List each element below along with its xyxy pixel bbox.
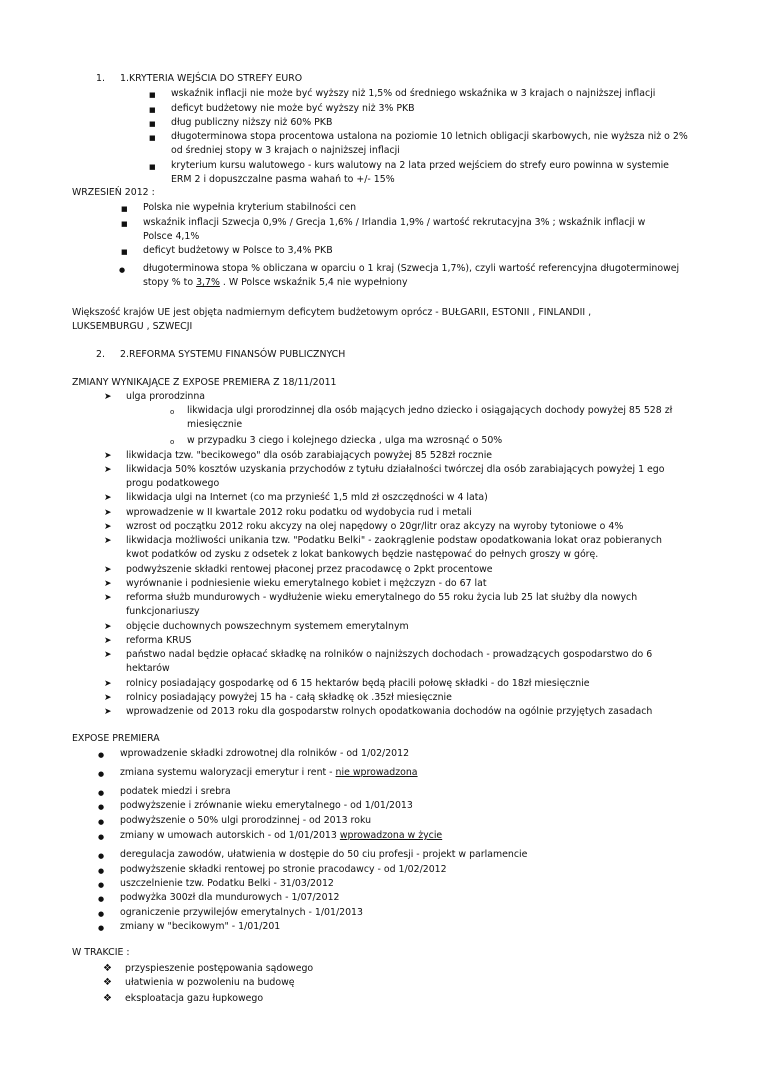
- arrow-bullet-icon: ➤: [104, 707, 112, 717]
- trakcie-line: eksploatacja gazu łupkowego: [125, 993, 264, 1004]
- diamond-bullet-icon: ❖: [103, 993, 112, 1004]
- square-bullet-icon: ■: [149, 163, 156, 171]
- arrow-bullet-icon: ➤: [104, 622, 112, 632]
- wrzesien-line: długoterminowa stopa % obliczana w oparciu o 1 kraj (Szwecja 1,7%), czyli wartość referencyjna długoterminowej: [143, 263, 680, 274]
- dot-bullet-icon: ●: [98, 833, 105, 841]
- expose-line: [120, 766, 418, 780]
- criteria-line: wskaźnik inflacji nie może być wyższy niż 1,5% od średniego wskaźnika w 3 krajach o najniższej inflacji: [171, 88, 656, 99]
- dot-bullet-icon: ●: [98, 789, 105, 797]
- arrow-bullet-icon: ➤: [104, 451, 112, 461]
- wrzesien-line: Polska nie wypełnia kryterium stabilności cen: [143, 202, 357, 213]
- square-bullet-icon: ■: [121, 220, 128, 228]
- zmiany-line: progu podatkowego: [126, 478, 220, 489]
- trakcie-line: przyspieszenie postępowania sądowego: [125, 963, 314, 974]
- section-title: 2.REFORMA SYSTEMU FINANSÓW PUBLICZNYCH: [120, 349, 346, 360]
- zmiany-line: wzrost od początku 2012 roku akcyzy na olej napędowy o 20gr/litr oraz akcyzy na wyroby tytoniowe o 4%: [126, 521, 624, 532]
- dot-bullet-icon: ●: [98, 803, 105, 811]
- criteria-line: dług publiczny niższy niż 60% PKB: [171, 117, 333, 128]
- dot-bullet-icon: ●: [98, 770, 105, 778]
- wrzesien-line-last: [143, 276, 408, 290]
- text-span: 3,7%: [196, 277, 220, 288]
- dot-bullet-icon: ●: [98, 895, 105, 903]
- arrow-bullet-icon: ➤: [104, 493, 112, 503]
- expose-line: zmiany w "becikowym" - 1/01/201: [120, 921, 281, 932]
- arrow-bullet-icon: ➤: [104, 536, 112, 546]
- zmiany-line: wprowadzenie od 2013 roku dla gospodarstw rolnych opodatkowania dochodów na ogólnie przyjętych zasadach: [126, 706, 653, 717]
- zmiany-line: reforma KRUS: [126, 635, 192, 646]
- arrow-bullet-icon: ➤: [104, 693, 112, 703]
- square-bullet-icon: ■: [121, 248, 128, 256]
- heading-expose: EXPOSE PREMIERA: [72, 733, 160, 744]
- circle-bullet-icon: o: [170, 438, 175, 446]
- section-number: 1.: [96, 73, 105, 84]
- arrow-bullet-icon: ➤: [104, 636, 112, 646]
- dot-bullet-icon: ●: [98, 852, 105, 860]
- dot-bullet-icon: ●: [98, 910, 105, 918]
- wrzesien-line: wskaźnik inflacji Szwecja 0,9% / Grecja 1,6% / Irlandia 1,9% / wartość rekrutacyjna 3% ; wskaźnik inflacji w: [143, 217, 646, 228]
- expose-line: podwyższenie składki rentowej po stronie pracodawcy - od 1/02/2012: [120, 864, 447, 875]
- zmiany-line: hektarów: [126, 663, 170, 674]
- zmiany-line: rolnicy posiadający powyżej 15 ha - całą składkę ok .35zł miesięcznie: [126, 692, 452, 703]
- heading-zmiany: ZMIANY WYNIKAJĄCE Z EXPOSE PREMIERA Z 18/11/2011: [72, 377, 337, 388]
- dot-bullet-icon: ●: [98, 818, 105, 826]
- paragraph-line: LUKSEMBURGU , SZWECJI: [72, 321, 193, 332]
- wrzesien-line: deficyt budżetowy w Polsce to 3,4% PKB: [143, 245, 333, 256]
- text-span: . W Polsce wskaźnik 5,4 nie wypełniony: [219, 277, 408, 288]
- zmiany-line: wprowadzenie w II kwartale 2012 roku podatku od wydobycia rud i metali: [126, 507, 472, 518]
- square-bullet-icon: ■: [149, 134, 156, 142]
- expose-line: podatek miedzi i srebra: [120, 786, 231, 797]
- diamond-bullet-icon: ❖: [103, 963, 112, 974]
- ulga-sub-line: miesięcznie: [187, 419, 243, 430]
- arrow-bullet-icon: ➤: [104, 679, 112, 689]
- text-span: wprowadzona w życie: [339, 830, 443, 841]
- criteria-line: długoterminowa stopa procentowa ustalona na poziomie 10 letnich obligacji skarbowych, nie wyższa niż o 2%: [171, 131, 688, 142]
- square-bullet-icon: ■: [149, 91, 156, 99]
- expose-line: podwyższenie o 50% ulgi prorodzinnej - od 2013 roku: [120, 815, 372, 826]
- dot-bullet-icon: ●: [98, 751, 105, 759]
- wrzesien-line: Polsce 4,1%: [143, 231, 200, 242]
- square-bullet-icon: ■: [121, 205, 128, 213]
- text-span: nie wprowadzona: [335, 767, 418, 778]
- arrow-bullet-icon: ➤: [104, 465, 112, 475]
- zmiany-line: kwot podatków od zysku z odsetek z lokat bankowych będzie następować do pełnych groszy w górę.: [126, 549, 599, 560]
- dot-bullet-icon: ●: [98, 881, 105, 889]
- zmiany-line: państwo nadal będzie opłacać składkę na rolników o najniższych dochodach - prowadzących gospodarstwo do 6: [126, 649, 653, 660]
- ulga-sub-line: likwidacja ulgi prorodzinnej dla osób mających jedno dziecko i osiągających dochody powyżej 85 528 zł: [187, 405, 673, 416]
- diamond-bullet-icon: ❖: [103, 977, 112, 988]
- expose-line: podwyżka 300zł dla mundurowych - 1/07/2012: [120, 892, 340, 903]
- criteria-line: deficyt budżetowy nie może być wyższy niż 3% PKB: [171, 103, 415, 114]
- heading-wrzesien: WRZESIEŃ 2012 :: [72, 187, 155, 198]
- zmiany-line: likwidacja ulgi na Internet (co ma przynieść 1,5 mld zł oszczędności w 4 lata): [126, 492, 488, 503]
- expose-line: podwyższenie i zrównanie wieku emerytalnego - od 1/01/2013: [120, 800, 413, 811]
- heading-w-trakcie: W TRAKCIE :: [72, 947, 130, 958]
- criteria-line: ERM 2 i dopuszczalne pasma wahań to +/- 15%: [171, 174, 395, 185]
- expose-line: wprowadzenie składki zdrowotnej dla rolników - od 1/02/2012: [120, 748, 410, 759]
- expose-line: deregulacja zawodów, ułatwienia w dostępie do 50 ciu profesji - projekt w parlamencie: [120, 849, 528, 860]
- arrow-bullet-icon: ➤: [104, 522, 112, 532]
- zmiany-line: funkcjonariuszy: [126, 606, 200, 617]
- ulga-sub-line: w przypadku 3 ciego i kolejnego dziecka , ulga ma wzrosnąć o 50%: [187, 435, 503, 446]
- arrow-bullet-icon: ➤: [104, 508, 112, 518]
- expose-line: uszczelnienie tzw. Podatku Belki - 31/03/2012: [120, 878, 334, 889]
- arrow-bullet-icon: ➤: [104, 650, 112, 660]
- square-bullet-icon: ■: [149, 106, 156, 114]
- square-bullet-icon: ■: [149, 120, 156, 128]
- circle-bullet-icon: o: [170, 408, 175, 416]
- section-number: 2.: [96, 349, 105, 360]
- dot-bullet-icon: ●: [98, 867, 105, 875]
- text-span: zmiany w umowach autorskich - od 1/01/2013: [120, 830, 340, 841]
- expose-line: ograniczenie przywilejów emerytalnych - 1/01/2013: [120, 907, 363, 918]
- zmiany-line: objęcie duchownych powszechnym systemem emerytalnym: [126, 621, 409, 632]
- zmiany-line: podwyższenie składki rentowej płaconej przez pracodawcę o 2pkt procentowe: [126, 564, 493, 575]
- trakcie-line: ułatwienia w pozwoleniu na budowę: [125, 977, 295, 988]
- dot-bullet-icon: ●: [98, 924, 105, 932]
- arrow-bullet-icon: ➤: [104, 565, 112, 575]
- arrow-bullet-icon: ➤: [104, 593, 112, 603]
- zmiany-line: likwidacja możliwości unikania tzw. "Podatku Belki" - zaokrąglenie podstaw opodatkowania lokat oraz pobieranych: [126, 535, 662, 546]
- zmiany-ulga: ulga prorodzinna: [126, 391, 206, 402]
- zmiany-line: wyrównanie i podniesienie wieku emerytalnego kobiet i mężczyzn - do 67 lat: [126, 578, 487, 589]
- criteria-line: kryterium kursu walutowego - kurs walutowy na 2 lata przed wejściem do strefy euro powinna w systemie: [171, 160, 669, 171]
- criteria-line: od średniej stopy w 3 krajach o najniższej inflacji: [171, 145, 400, 156]
- zmiany-line: likwidacja 50% kosztów uzyskania przychodów z tytułu działalności twórczej dla osób zarabiających powyżej 1 ego: [126, 464, 665, 475]
- zmiany-line: likwidacja tzw. "becikowego" dla osób zarabiających powyżej 85 528zł rocznie: [126, 450, 493, 461]
- zmiany-line: reforma służb mundurowych - wydłużenie wieku emerytalnego do 55 roku życia lub 25 lat służby dla nowych: [126, 592, 638, 603]
- paragraph-line: Większość krajów UE jest objęta nadmiernym deficytem budżetowym oprócz - BUŁGARII, ESTONII , FINLANDII ,: [72, 307, 592, 318]
- text-span: stopy % to: [143, 277, 197, 288]
- arrow-bullet-icon: ➤: [104, 579, 112, 589]
- arrow-bullet-icon: ➤: [104, 392, 112, 402]
- zmiany-line: rolnicy posiadający gospodarkę od 6 15 hektarów będą płacili połowę składki - do 18zł miesięcznie: [126, 678, 590, 689]
- expose-line: [120, 829, 442, 843]
- section-title: 1.KRYTERIA WEJŚCIA DO STREFY EURO: [120, 73, 303, 84]
- dot-bullet-icon: ●: [119, 266, 126, 274]
- text-span: zmiana systemu waloryzacji emerytur i rent -: [120, 767, 336, 778]
